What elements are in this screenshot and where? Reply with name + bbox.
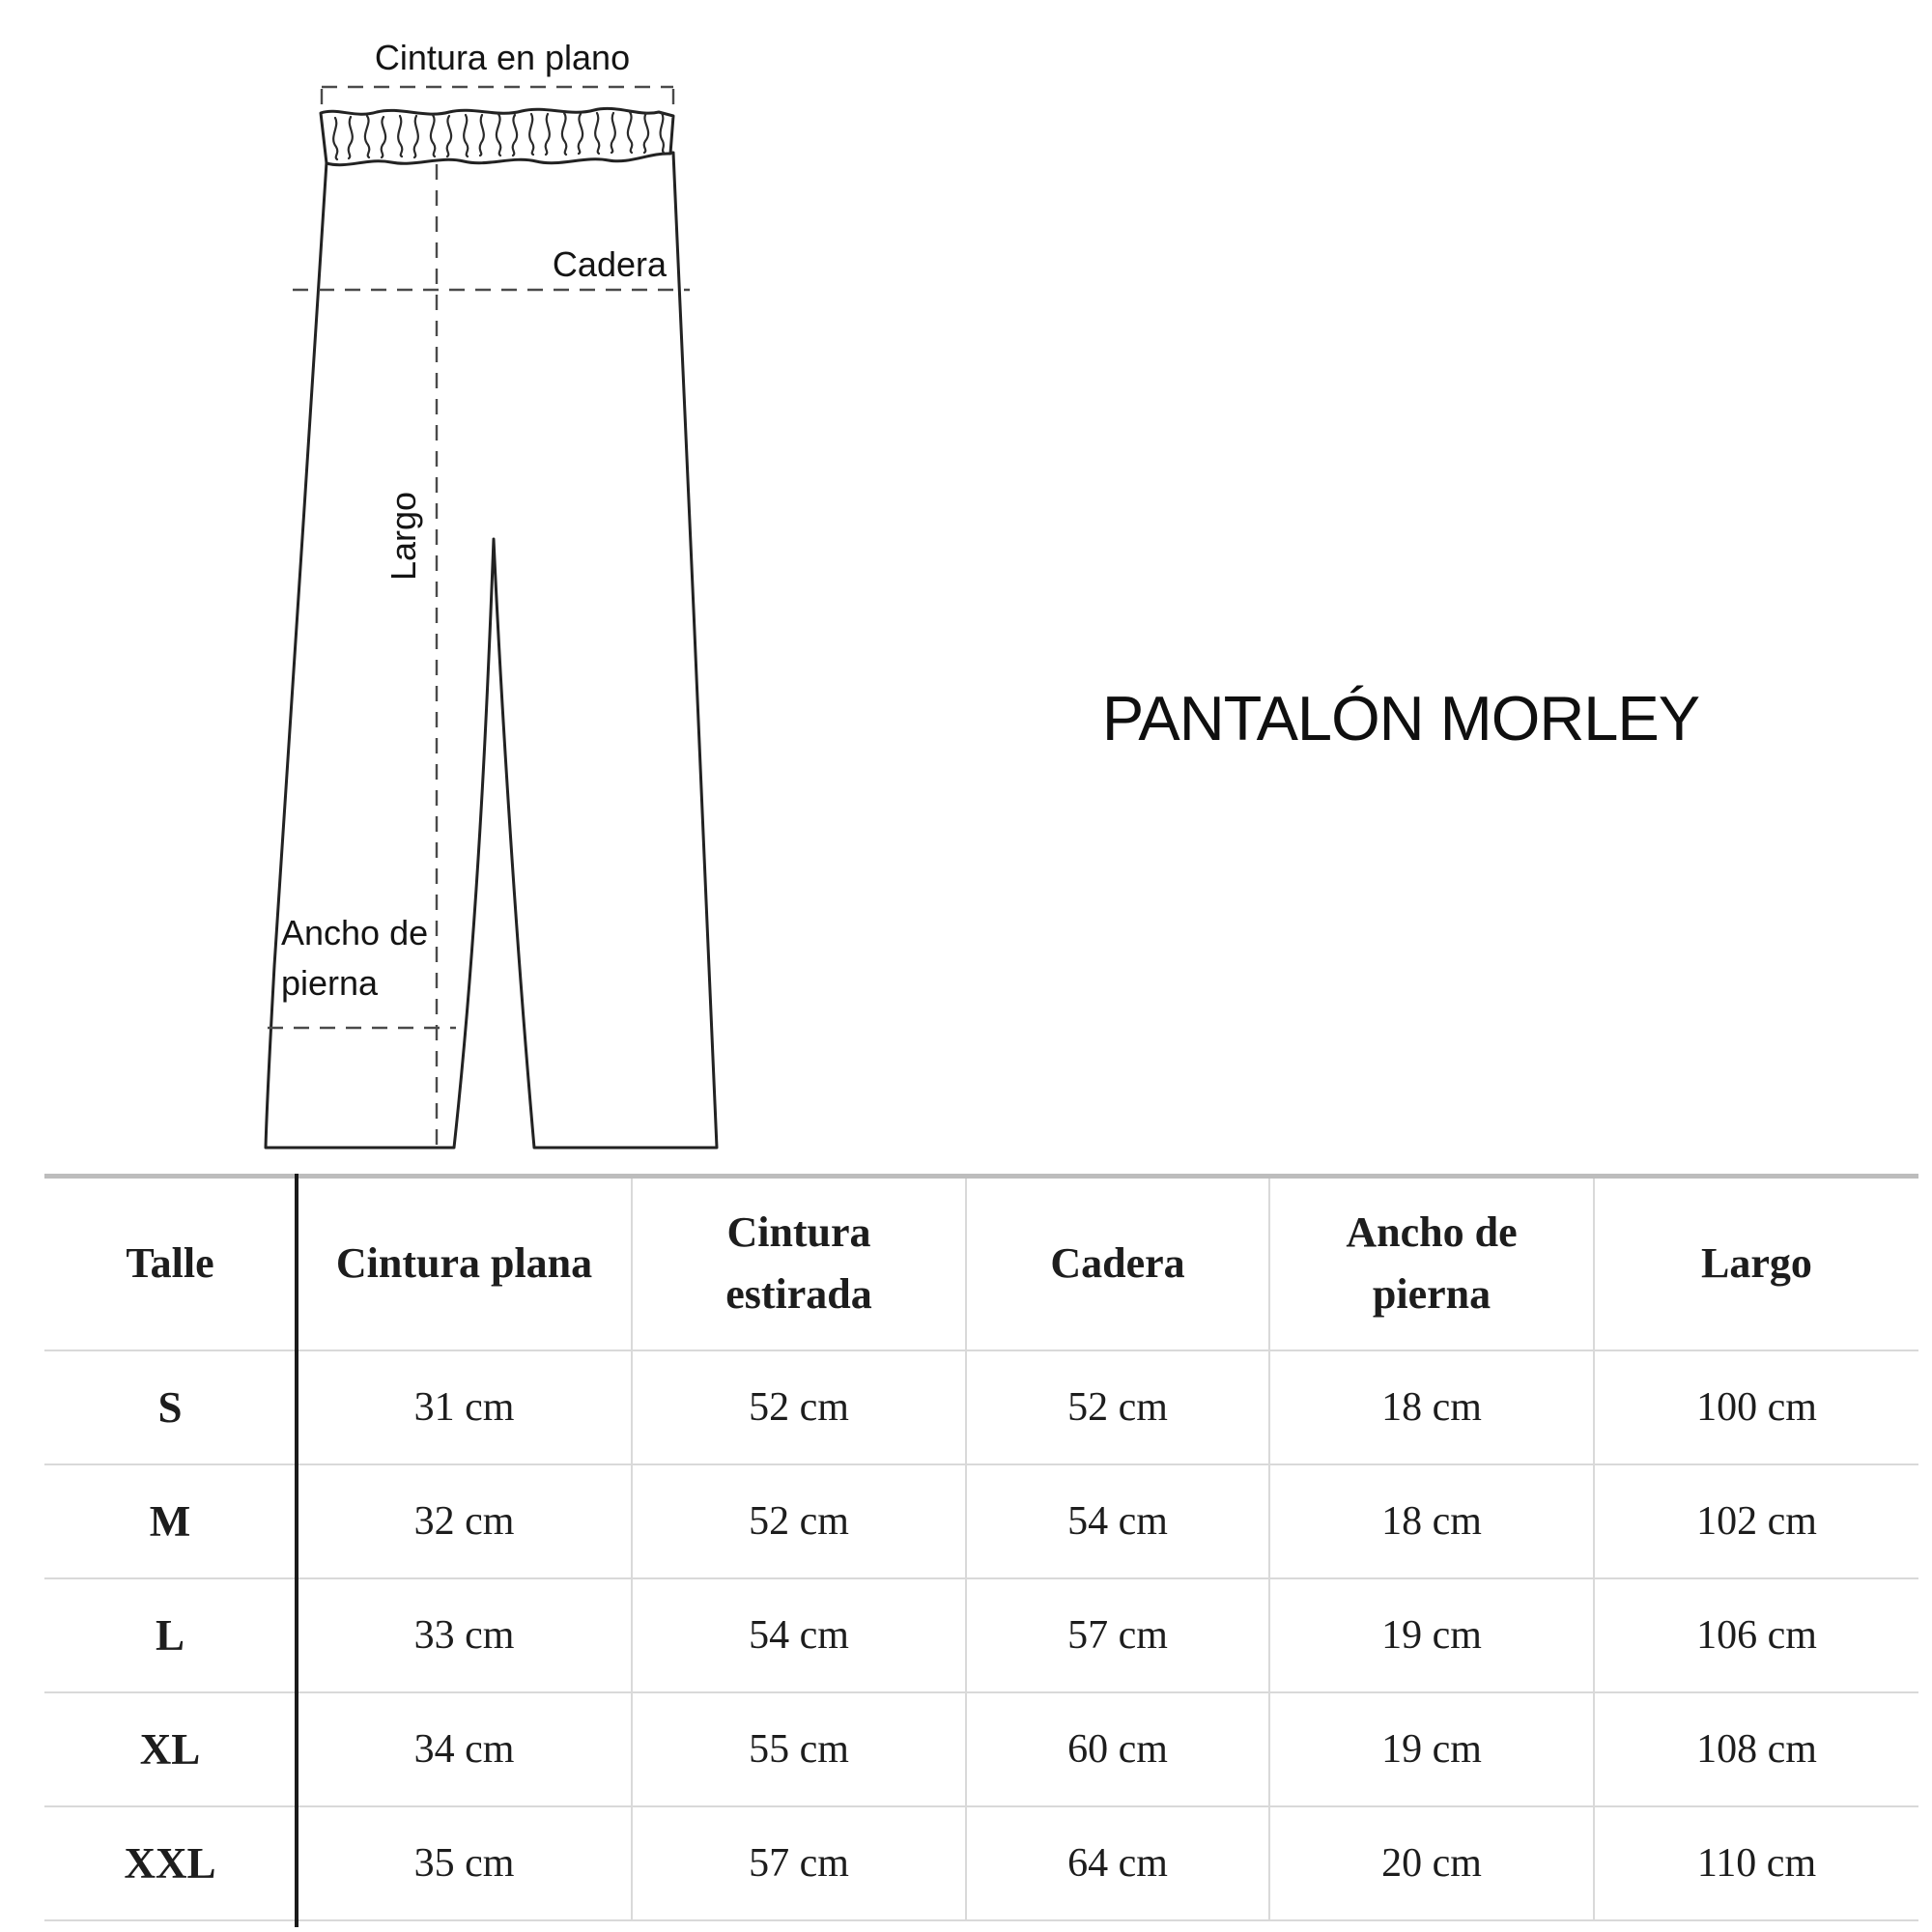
hip-label: Cadera xyxy=(552,244,667,284)
measurement-value: 52 cm xyxy=(966,1350,1269,1464)
talle-column-divider xyxy=(295,1174,298,1927)
table-row-l xyxy=(44,1578,1918,1692)
leg-width-label-line2: pierna xyxy=(281,963,379,1003)
measurement-value: 35 cm xyxy=(297,1806,632,1920)
measurement-value: 108 cm xyxy=(1594,1692,1918,1806)
size-label: M xyxy=(44,1464,297,1578)
column-header-cintura-plana: Cintura plana xyxy=(297,1177,632,1350)
measurement-value: 52 cm xyxy=(632,1350,966,1464)
header-row xyxy=(44,1177,1918,1350)
table-row-m xyxy=(44,1464,1918,1578)
measurement-value: 19 cm xyxy=(1269,1692,1594,1806)
column-header-cintura-estirada: Cintura estirada xyxy=(632,1177,966,1350)
size-label: S xyxy=(44,1350,297,1464)
measurement-value: 57 cm xyxy=(632,1806,966,1920)
measurement-value: 34 cm xyxy=(297,1692,632,1806)
measurement-value: 54 cm xyxy=(632,1578,966,1692)
measurement-value: 55 cm xyxy=(632,1692,966,1806)
table-row-xxl xyxy=(44,1806,1918,1920)
table-row-xl xyxy=(44,1692,1918,1806)
measurement-value: 32 cm xyxy=(297,1464,632,1578)
measurement-value: 18 cm xyxy=(1269,1350,1594,1464)
size-table xyxy=(44,1174,1918,1921)
measurement-value: 19 cm xyxy=(1269,1578,1594,1692)
measurement-value: 20 cm xyxy=(1269,1806,1594,1920)
measurement-value: 102 cm xyxy=(1594,1464,1918,1578)
measurement-value: 54 cm xyxy=(966,1464,1269,1578)
column-header-talle: Talle xyxy=(126,1239,214,1288)
measurement-value: 60 cm xyxy=(966,1692,1269,1806)
size-label: L xyxy=(44,1578,297,1692)
measurement-value: 33 cm xyxy=(297,1578,632,1692)
measurement-value: 106 cm xyxy=(1594,1578,1918,1692)
page-title: PANTALÓN MORLEY xyxy=(1101,683,1700,753)
size-label: XXL xyxy=(44,1806,297,1920)
measurement-value: 110 cm xyxy=(1594,1806,1918,1920)
table-row-s xyxy=(44,1350,1918,1464)
measurement-value: 18 cm xyxy=(1269,1464,1594,1578)
column-header-cadera: Cadera xyxy=(966,1177,1269,1350)
pants-diagram xyxy=(0,0,966,1174)
leg-width-label-line1: Ancho de xyxy=(281,913,429,952)
measurement-value: 52 cm xyxy=(632,1464,966,1578)
column-header-largo: Largo xyxy=(1594,1177,1918,1350)
column-header-ancho-de-pierna: Ancho de pierna xyxy=(1269,1177,1594,1350)
measurement-value: 100 cm xyxy=(1594,1350,1918,1464)
size-table-container xyxy=(44,1174,1918,1921)
size-label: XL xyxy=(44,1692,297,1806)
waist-flat-label: Cintura en plano xyxy=(374,38,631,77)
measurement-value: 31 cm xyxy=(297,1350,632,1464)
measurement-value: 64 cm xyxy=(966,1806,1269,1920)
measurement-value: 57 cm xyxy=(966,1578,1269,1692)
length-label: Largo xyxy=(384,491,423,582)
